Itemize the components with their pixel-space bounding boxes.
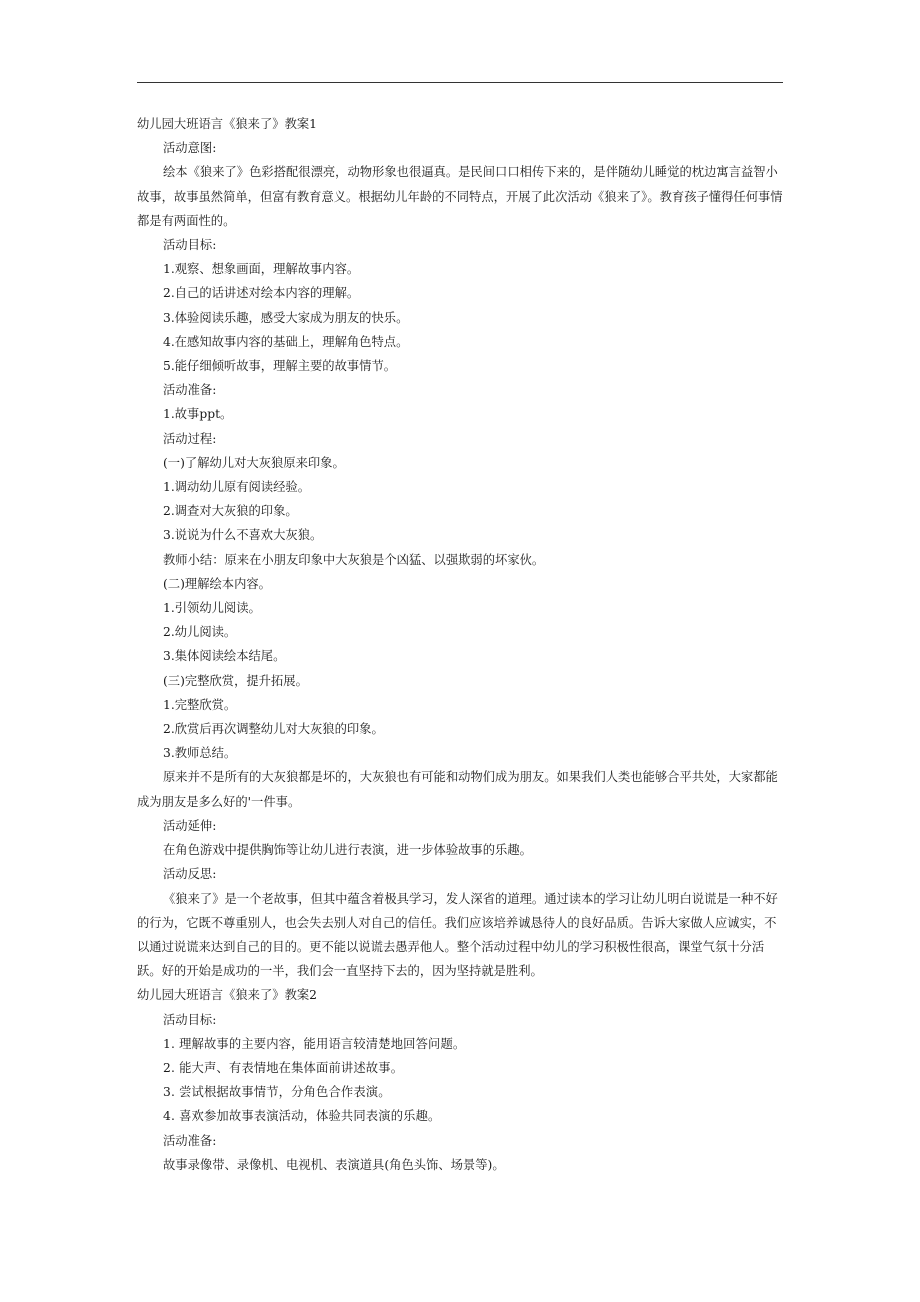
- paragraph: 原来并不是所有的大灰狼都是坏的，大灰狼也有可能和动物们成为朋友。如果我们人类也能够合平共处，大家都能成为朋友是多么好的'一件事。: [137, 770, 778, 809]
- section-heading: 活动延伸:: [163, 818, 217, 833]
- paragraph: 故事录像带、录像机、电视机、表演道具(角色头饰、场景等)。: [163, 1157, 505, 1172]
- section-heading: 活动目标:: [163, 238, 217, 253]
- document-body: [137, 112, 783, 1177]
- subsection-heading: (一)了解幼儿对大灰狼原来印象。: [163, 455, 345, 470]
- list-item: 1.观察、想象画面，理解故事内容。: [163, 262, 360, 277]
- list-item: 3.说说为什么不喜欢大灰狼。: [163, 528, 323, 543]
- list-item: 3.集体阅读绘本结尾。: [163, 649, 286, 664]
- list-item: 2.欣赏后再次调整幼儿对大灰狼的印象。: [163, 722, 384, 737]
- list-item: 4.在感知故事内容的基础上，理解角色特点。: [163, 334, 409, 349]
- section-heading: 活动准备:: [163, 1133, 217, 1148]
- paragraph: 在角色游戏中提供胸饰等让幼儿进行表演，进一步体验故事的乐趣。: [163, 843, 532, 858]
- list-item: 1.调动幼儿原有阅读经验。: [163, 480, 310, 495]
- lesson-title-1: 幼儿园大班语言《狼来了》教案1: [137, 117, 317, 131]
- list-item: 1.完整欣赏。: [163, 697, 237, 712]
- lesson-title-2: 幼儿园大班语言《狼来了》教案2: [137, 988, 317, 1003]
- paragraph: 《狼来了》是一个老故事，但其中蕴含着极具学习，发人深省的道理。通过读本的学习让幼儿明白说谎是一种不好的行为，它既不尊重别人，也会失去别人对自己的信任。我们应该培养诚恳待人的良好品质。告诉大家做人应诚实，不以通过说谎来达到自己的目的。更不能以说谎去愚弄他人。整个活动过程中幼儿的学习积极性很高，课堂气氛十分活跃。好的开始是成功的一半，我们会一直坚持下去的，因为坚持就是胜利。: [137, 891, 778, 979]
- list-item: 2. 能大声、有表情地在集体面前讲述故事。: [163, 1060, 404, 1075]
- section-heading: 活动反思:: [163, 867, 217, 882]
- header-rule: [137, 82, 783, 83]
- paragraph: 绘本《狼来了》色彩搭配很漂亮，动物形象也很逼真。是民间口口相传下来的，是伴随幼儿睡觉的枕边寓言益智小故事，故事虽然简单，但富有教育意义。根据幼儿年龄的不同特点，开展了此次活动《狼来了》。教育孩子懂得任何事情都是有两面性的。: [137, 165, 783, 228]
- list-item: 3.教师总结。: [163, 746, 237, 761]
- subsection-heading: (二)理解绘本内容。: [163, 576, 271, 591]
- section-heading: 活动过程:: [163, 431, 217, 446]
- list-item: 1. 理解故事的主要内容，能用语言较清楚地回答问题。: [163, 1036, 466, 1051]
- list-item: 1.故事ppt。: [163, 407, 233, 422]
- section-heading: 活动意图:: [163, 141, 217, 156]
- list-item: 5.能仔细倾听故事，理解主要的故事情节。: [163, 359, 397, 374]
- section-heading: 活动准备:: [163, 383, 217, 398]
- list-item: 2.调查对大灰狼的印象。: [163, 504, 298, 519]
- paragraph: 教师小结：原来在小朋友印象中大灰狼是个凶猛、以强欺弱的坏家伙。: [163, 552, 545, 567]
- list-item: 2.幼儿阅读。: [163, 625, 237, 640]
- subsection-heading: (三)完整欣赏，提升拓展。: [163, 673, 308, 688]
- list-item: 4. 喜欢参加故事表演活动，体验共同表演的乐趣。: [163, 1109, 441, 1124]
- list-item: 1.引领幼儿阅读。: [163, 601, 261, 616]
- list-item: 2.自己的话讲述对绘本内容的理解。: [163, 286, 360, 301]
- section-heading: 活动目标:: [163, 1012, 217, 1027]
- list-item: 3. 尝试根据故事情节，分角色合作表演。: [163, 1085, 391, 1100]
- list-item: 3.体验阅读乐趣，感受大家成为朋友的快乐。: [163, 310, 409, 325]
